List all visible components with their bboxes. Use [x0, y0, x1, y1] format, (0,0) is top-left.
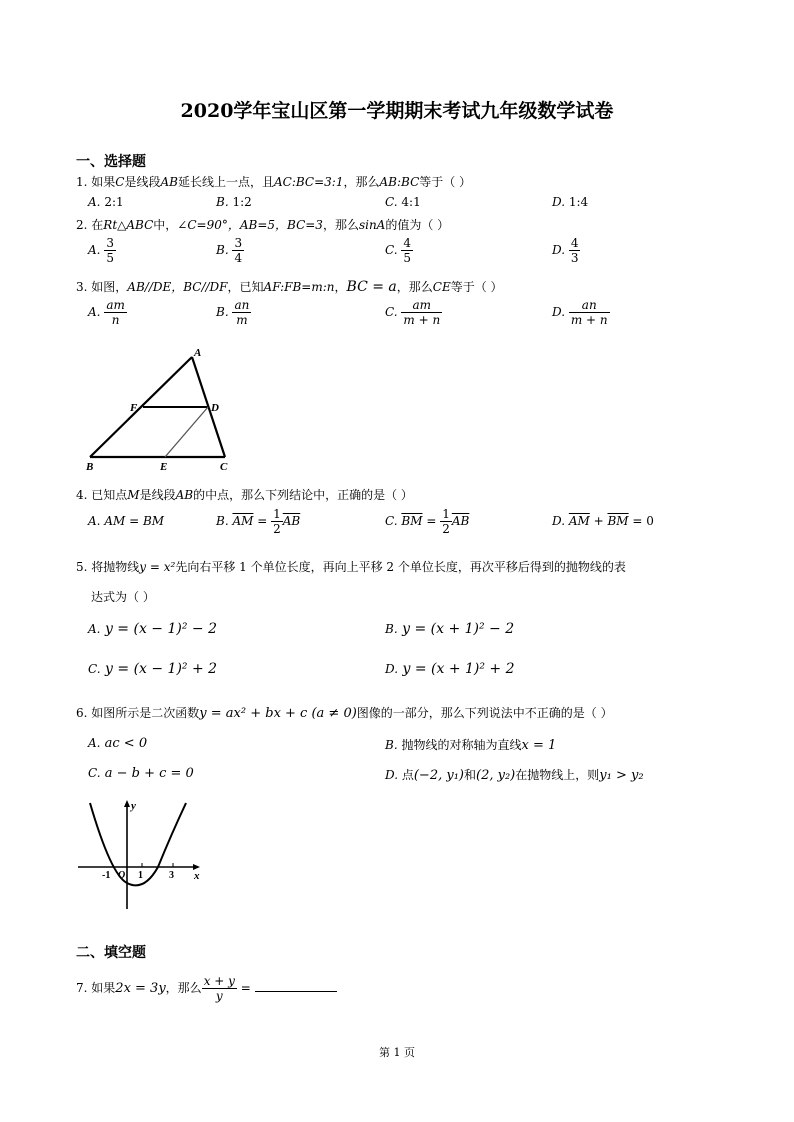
fraction	[232, 298, 251, 327]
q6-parabola-figure	[76, 795, 206, 913]
equals: =	[125, 514, 143, 528]
q1-option-c	[385, 195, 421, 209]
denominator: m + n	[403, 313, 441, 327]
option-label: A.	[88, 195, 101, 209]
fraction	[232, 236, 244, 265]
question-number: 1.	[76, 175, 88, 189]
option-label: C.	[88, 766, 101, 780]
numerator: am	[401, 298, 442, 313]
question-2	[76, 216, 449, 233]
option-label: C.	[385, 514, 398, 528]
q6-option-b	[385, 736, 556, 753]
numerator: 4	[570, 236, 579, 250]
numerator: am	[106, 298, 125, 312]
question-number: 2.	[76, 218, 88, 232]
q7-fraction	[202, 974, 237, 1003]
numerator: x + y	[203, 974, 235, 988]
q4-option-d	[552, 514, 654, 528]
label-origin: O	[118, 870, 126, 881]
q1-var-c: C	[115, 175, 125, 189]
question-number: 5.	[76, 560, 88, 574]
numerator: an	[234, 298, 250, 312]
plus: +	[589, 514, 608, 528]
q2-sin: sinA	[358, 218, 386, 232]
option-label: B.	[385, 738, 398, 752]
q4-text: 已知点	[91, 488, 128, 502]
label-x: x	[194, 870, 200, 882]
q4-option-a	[88, 514, 164, 528]
option-text: 和	[464, 768, 477, 782]
option-label: C.	[385, 195, 398, 209]
q3-option-d	[552, 298, 610, 327]
option-label: B.	[216, 243, 229, 257]
vector-ab: $\overline{AB}$	[451, 514, 470, 528]
option-label: D.	[552, 514, 566, 528]
option-label: A.	[88, 305, 101, 319]
option-value: y₁ > y₂	[599, 768, 644, 783]
equals: =	[422, 514, 441, 528]
q3-option-a	[88, 298, 127, 327]
q5-option-a	[88, 621, 217, 637]
option-label: D.	[385, 662, 399, 676]
option-value: ac < 0	[104, 736, 148, 751]
option-label: C.	[385, 243, 398, 257]
vector-am: AM	[104, 514, 126, 528]
q2-option-a	[88, 236, 116, 265]
option-label: D.	[552, 195, 566, 209]
denominator: m	[236, 313, 248, 327]
q3-option-c	[385, 298, 442, 327]
point-1: (−2, y₁)	[413, 768, 464, 783]
numerator: 4	[403, 236, 412, 250]
page-title: 2020学年宝山区第一学期期末考试九年级数学试卷	[180, 100, 614, 122]
q5-text: 先向右平移 1 个单位长度，再向上平移 2 个单位长度，再次平移后得到的抛物线的表	[175, 560, 626, 574]
q3-option-b	[216, 298, 251, 327]
question-number: 7.	[76, 981, 88, 995]
vector-bm: BM	[142, 514, 165, 528]
option-label: D.	[385, 768, 399, 782]
q3-condition: AB//DE，BC//DF	[127, 280, 228, 294]
q3-ask: CE	[432, 280, 451, 294]
question-6	[76, 704, 613, 721]
q5-option-c	[88, 661, 217, 677]
q2-text: 的值为（ ）	[385, 218, 450, 232]
q1-text: 延长线上一点，且	[177, 175, 274, 189]
q4-text: 的中点，那么下列结论中，正确的是（ ）	[193, 488, 413, 502]
label-a: A	[194, 347, 202, 359]
numerator: 1	[442, 507, 450, 521]
q6-option-d	[385, 766, 644, 783]
q5-option-d	[385, 661, 515, 677]
label-f: F	[130, 402, 138, 414]
label-b: B	[86, 461, 94, 473]
q1-var-ab: AB	[160, 175, 178, 189]
option-text: 点	[401, 768, 414, 782]
option-label: D.	[552, 305, 566, 319]
label-y: y	[131, 800, 136, 812]
numerator: 3	[106, 236, 114, 250]
label-neg1: -1	[102, 870, 111, 881]
q5-expression: y = x²	[139, 560, 176, 574]
q1-ask: AB:BC	[379, 175, 420, 189]
option-label: A.	[88, 514, 101, 528]
option-value: 1:2	[232, 195, 252, 209]
q2-option-b	[216, 236, 244, 265]
label-d: D	[211, 402, 219, 414]
option-label: B.	[385, 622, 398, 636]
option-value: 4:1	[401, 195, 421, 209]
q3-text: ，	[334, 280, 347, 294]
q6-option-a	[88, 736, 147, 751]
q3-text: ，已知	[227, 280, 264, 294]
option-label: B.	[216, 514, 229, 528]
q2-option-c	[385, 236, 413, 265]
denominator: 3	[570, 251, 579, 265]
numerator: an	[569, 298, 610, 313]
denominator: y	[215, 989, 223, 1003]
q4-var-ab: AB	[175, 488, 194, 502]
numerator: 3	[234, 236, 243, 250]
section-heading-choice: 一、选择题	[76, 154, 146, 170]
q5-text: 将抛物线	[91, 560, 140, 574]
q1-option-a	[88, 195, 124, 209]
page-footer: 第 1 页	[379, 1046, 415, 1059]
equals: =	[236, 981, 255, 995]
option-label: B.	[216, 195, 229, 209]
question-5	[76, 558, 626, 575]
fraction	[401, 236, 413, 265]
option-value: y = (x − 1)² + 2	[105, 661, 218, 677]
denominator: 2	[442, 522, 450, 536]
label-c: C	[220, 461, 228, 473]
y-axis-arrow-icon	[124, 800, 130, 807]
q3-text: 等于（ ）	[450, 280, 503, 294]
q4-option-c	[385, 507, 469, 536]
vector-bm: $\overline{BM}$	[607, 514, 629, 528]
option-value: y = (x − 1)² − 2	[104, 621, 217, 637]
fraction-half	[271, 507, 283, 536]
q6-text: 图像的一部分，那么下列说法中不正确的是（ ）	[356, 706, 613, 720]
fraction	[104, 298, 127, 327]
vector-ab: $\overline{AB}$	[282, 514, 301, 528]
fraction-half	[440, 507, 452, 536]
denominator: 5	[403, 251, 412, 265]
denominator: 5	[106, 251, 114, 265]
question-4	[76, 486, 413, 503]
q3-condition: AF:FB=m:n	[263, 280, 335, 294]
answer-blank[interactable]	[255, 979, 337, 992]
fraction	[401, 298, 442, 327]
q1-option-d	[552, 195, 588, 209]
q6-option-c	[88, 766, 194, 781]
point-2: (2, y₂)	[476, 768, 516, 783]
option-label: A.	[88, 243, 101, 257]
q1-text: 是线段	[124, 175, 161, 189]
denominator: 2	[273, 522, 281, 536]
fraction	[569, 298, 610, 327]
denominator: 4	[234, 251, 243, 265]
segment-de	[165, 407, 208, 457]
option-value: a − b + c = 0	[104, 766, 194, 781]
option-label: C.	[385, 305, 398, 319]
q3-text: 如图，	[91, 280, 128, 294]
q2-text: ，那么	[322, 218, 359, 232]
q2-text: 在	[91, 218, 104, 232]
q7-text: ，那么	[165, 981, 202, 995]
q6-expression: y = ax² + bx + c (a ≠ 0)	[199, 706, 357, 721]
equals: =	[253, 514, 272, 528]
label-1: 1	[138, 870, 143, 881]
question-1	[76, 173, 471, 190]
q1-text: 如果	[91, 175, 116, 189]
question-number: 4.	[76, 488, 88, 502]
option-value: 2:1	[104, 195, 124, 209]
option-label: A.	[88, 736, 101, 750]
option-value: y = (x + 1)² − 2	[402, 621, 515, 637]
question-number: 3.	[76, 280, 88, 294]
q1-text: ，那么	[343, 175, 380, 189]
fraction	[104, 236, 116, 265]
option-value: y = (x + 1)² + 2	[402, 661, 515, 677]
q5-text-continued: 达式为（ ）	[91, 590, 155, 604]
option-value: x = 1	[521, 738, 557, 753]
question-3	[76, 278, 503, 295]
option-label: B.	[216, 305, 229, 319]
q1-ratio: AC:BC=3:1	[274, 175, 344, 189]
q5-option-b	[385, 621, 514, 637]
q3-text: ，那么	[396, 280, 433, 294]
q2-triangle: Rt△ABC	[103, 218, 154, 232]
q4-text: 是线段	[139, 488, 176, 502]
option-text: 在抛物线上，则	[515, 768, 600, 782]
option-value: 1:4	[568, 195, 589, 209]
q2-option-d	[552, 236, 580, 265]
q2-text: 中，∠	[153, 218, 188, 232]
option-label: D.	[552, 243, 566, 257]
label-3: 3	[169, 870, 174, 881]
vector-am: $\overline{AM}$	[232, 514, 254, 528]
section-heading-fill: 二、填空题	[76, 945, 146, 961]
q1-text: 等于（ ）	[419, 175, 472, 189]
vector-bm: $\overline{BM}$	[401, 514, 423, 528]
q7-expression: 2x = 3y	[115, 981, 166, 996]
q3-condition: BC = a	[346, 279, 397, 295]
q3-triangle-figure	[80, 345, 240, 475]
q4-option-b	[216, 507, 300, 536]
numerator: 1	[273, 507, 281, 521]
q1-option-b	[216, 195, 252, 209]
denominator: n	[111, 313, 120, 327]
denominator: m + n	[570, 313, 608, 327]
fraction	[569, 236, 581, 265]
label-e: E	[160, 461, 168, 473]
q6-text: 如图所示是二次函数	[91, 706, 200, 720]
question-number: 6.	[76, 706, 88, 720]
q2-condition: C=90°，AB=5，BC=3	[187, 218, 323, 232]
question-7	[76, 974, 337, 1003]
q4-var-m: M	[127, 488, 140, 502]
option-text: 抛物线的对称轴为直线	[401, 738, 522, 752]
equals-zero: = 0	[628, 514, 654, 528]
option-label: C.	[88, 662, 101, 676]
option-label: A.	[88, 622, 101, 636]
vector-am: $\overline{AM}$	[568, 514, 590, 528]
q7-text: 如果	[91, 981, 116, 995]
